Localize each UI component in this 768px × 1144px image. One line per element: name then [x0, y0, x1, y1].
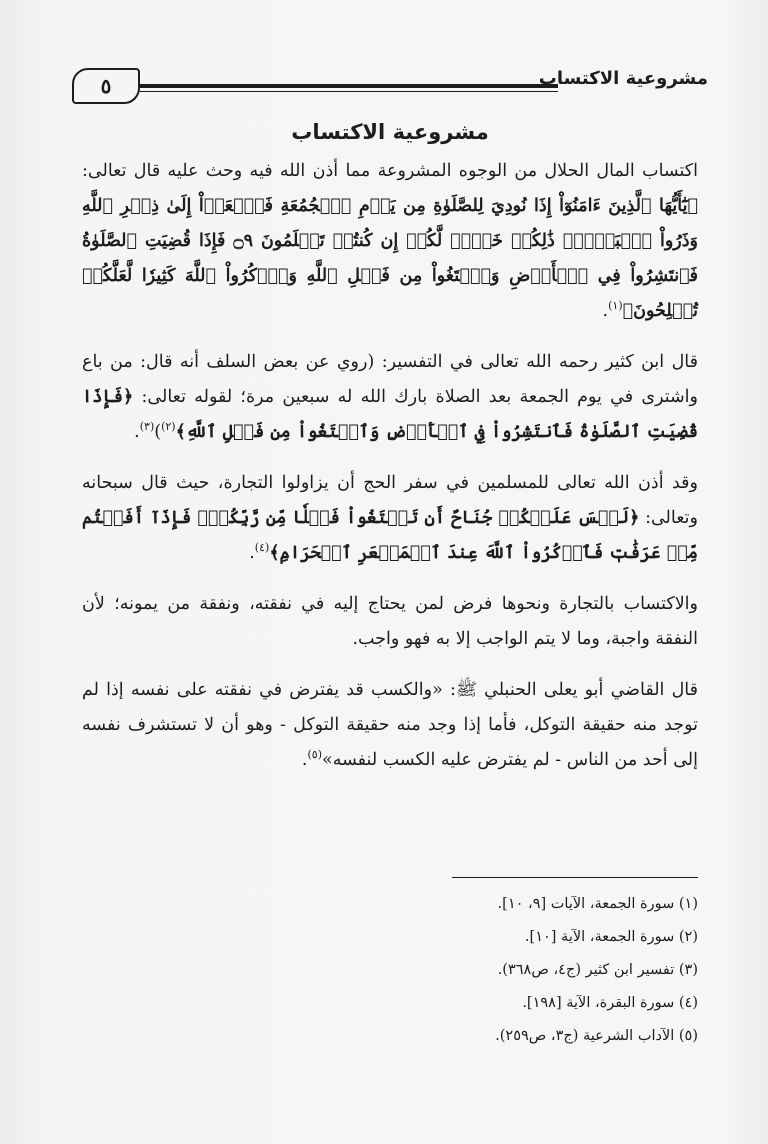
paragraph-4: والاكتساب بالتجارة ونحوها فرض لمن يحتاج إليه في نفقته، ونفقة من يمونه؛ لأن النفقة واجبة، وما لا يتم الواجب إلا به فهو واجب.	[82, 594, 698, 649]
header-rule	[138, 84, 558, 88]
paragraph-3-end: .	[249, 543, 255, 563]
running-header-title: مشروعية الاكتساب	[538, 68, 708, 89]
footnote-4: (٤) سورة البقرة، الآية [١٩٨].	[522, 995, 698, 1011]
footnote-ref-2: (٢)	[161, 420, 176, 434]
footnote-2: (٢) سورة الجمعة، الآية [١٠].	[524, 929, 698, 945]
footnote-ref-5: (٥)	[307, 748, 322, 762]
paragraph-3-text: وقد أذن الله تعالى للمسلمين في سفر الحج أن يزاولوا التجارة، حيث قال سبحانه وتعالى:	[82, 473, 698, 528]
footnote-separator	[452, 877, 698, 878]
paragraph-2-close: )	[154, 422, 162, 442]
paragraph-1-intro: اكتساب المال الحلال من الوجوه المشروعة مما أذن الله فيه وحث عليه قال تعالى:	[82, 161, 698, 181]
quran-verse-baqarah: ﴿لَيۡسَ عَلَيۡكُمۡ جُنَاحٌ أَن تَبۡتَغُواْ فَضۡلٗا مِّن رَّبِّكُمۡۚ فَإِذَآ أَفَضۡتُم مِّنۡ عَرَفَٰتٖ فَٱذۡكُرُواْ ٱللَّهَ عِندَ ٱلۡمَشۡعَرِ ٱلۡحَرَامِ﴾	[82, 508, 698, 563]
paragraph-5-end: .	[301, 750, 308, 770]
page-number: ٥	[72, 68, 140, 104]
paragraph-1	[82, 154, 698, 329]
quran-verse-jumuah: ﴿يَٰٓأَيُّهَا ٱلَّذِينَ ءَامَنُوٓاْ إِذَا نُودِيَ لِلصَّلَوٰةِ مِن يَوۡمِ ٱلۡجُمُعَةِ فَٱسۡعَوۡاْ إِلَىٰ ذِكۡرِ ٱللَّهِ وَذَرُواْ ٱلۡبَيۡعَۚ ذَٰلِكُمۡ خَيۡرٞ لَّكُمۡ إِن كُنتُمۡ تَعۡلَمُونَ ۝٩ فَإِذَا قُضِيَتِ ٱلصَّلَوٰةُ فَٱنتَشِرُواْ فِي ٱلۡأَرۡضِ وَٱبۡتَغُواْ مِن فَضۡلِ ٱللَّهِ وَٱذۡكُرُواْ ٱللَّهَ كَثِيرٗا لَّعَلَّكُمۡ تُفۡلِحُونَ﴾	[82, 196, 698, 321]
footnote-1: (١) سورة الجمعة، الآيات [٩، ١٠].	[497, 896, 698, 912]
paragraph-2-end: .	[134, 422, 140, 442]
paragraph-5	[82, 673, 698, 778]
header-rule-thin	[138, 91, 558, 92]
paragraph-5-text: قال القاضي أبو يعلى الحنبلي ﷺ: «والكسب قد يفترض في نفقته على نفسه إذا لم توجد منه حقيقة التوكل، فأما إذا وجد منه حقيقة التوكل - وهو أن لا تستشرف نفسه إلى أحد من الناس - لم يفترض عليه الكسب لنفسه»	[82, 680, 698, 770]
paragraph-2	[82, 345, 698, 450]
main-content	[82, 112, 698, 778]
running-header	[72, 64, 708, 108]
section-heading: مشروعية الاكتساب	[291, 120, 489, 144]
footnotes	[82, 888, 698, 1053]
footnote-ref-3: (٣)	[139, 420, 155, 434]
quran-verse-jumuah-10: ﴿فَإِذَا قُضِيَتِ ٱلصَّلَوٰةُ فَٱنتَشِرُواْ فِي ٱلۡأَرۡضِ وَٱبۡتَغُواْ مِن فَضۡلِ ٱللَّهِ﴾	[82, 387, 698, 442]
paragraph-2-text: قال ابن كثير رحمه الله تعالى في التفسير: (روي عن بعض السلف أنه قال: من باع واشترى في يوم الجمعة بعد الصلاة بارك الله له سبعين مرة؛ لقوله تعالى:	[82, 352, 698, 407]
footnote-3: (٣) تفسير ابن كثير (ج٤، ص٣٦٨).	[497, 962, 698, 978]
footnote-ref-4: (٤)	[254, 541, 270, 555]
footnote-5: (٥) الآداب الشرعية (ج٣، ص٢٥٩).	[495, 1028, 698, 1044]
paragraph-1-end: .	[602, 301, 609, 321]
paragraph-3	[82, 466, 698, 571]
footnote-ref-1: (١)	[608, 299, 623, 313]
